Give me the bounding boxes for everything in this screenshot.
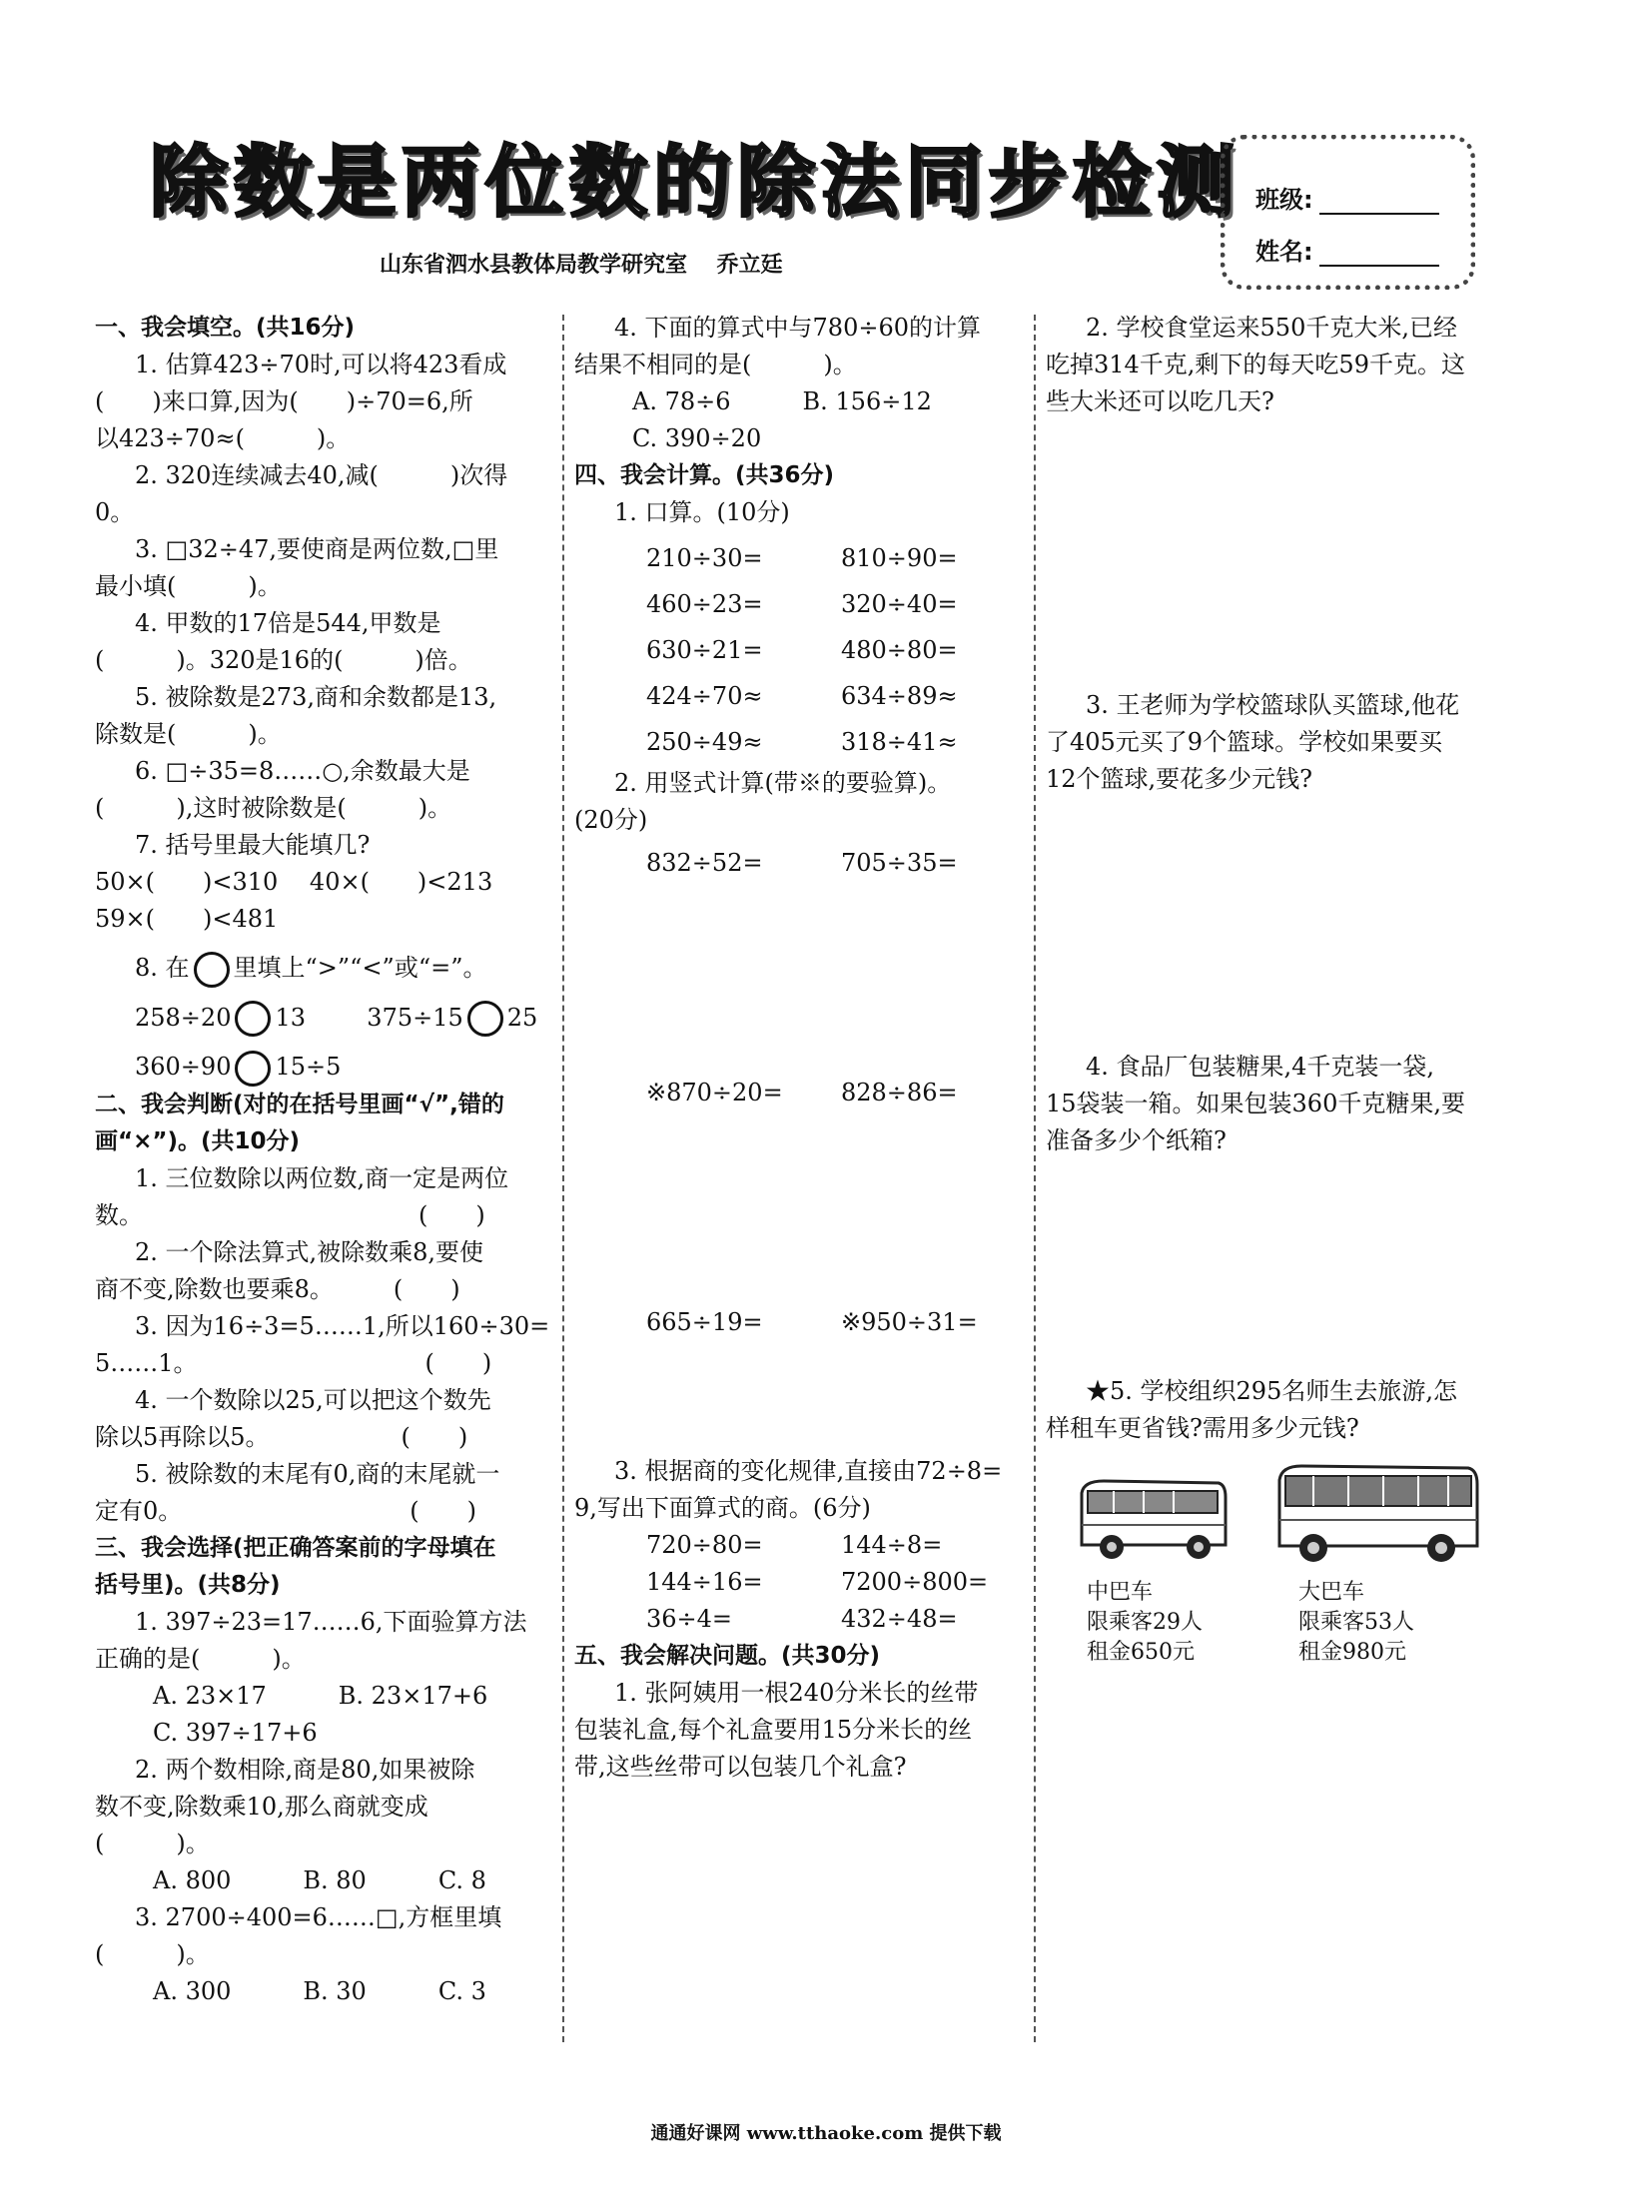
compare-circle[interactable] bbox=[235, 1001, 271, 1037]
expression: 320÷40= bbox=[841, 590, 958, 618]
student-info-box bbox=[1221, 135, 1475, 290]
question-line: 4. 下面的算式中与780÷60的计算 bbox=[614, 314, 981, 342]
oral-calc-row bbox=[646, 535, 1024, 581]
question-line: 最小填( )。 bbox=[95, 572, 282, 600]
compare-circle[interactable] bbox=[235, 1051, 271, 1087]
question-line: 五、我会解决问题。(共30分) bbox=[574, 1643, 881, 1669]
expression: 144÷8= bbox=[841, 1531, 943, 1559]
question-line: 5. 被除数是273,商和余数都是13, bbox=[135, 683, 497, 711]
question-line: 二、我会判断(对的在括号里画“√”,错的 bbox=[95, 1091, 504, 1117]
question-line: 1. 397÷23=17……6,下面验算方法 bbox=[135, 1607, 527, 1636]
question-line: A. 23×17 B. 23×17+6 bbox=[153, 1681, 488, 1710]
expression: 832÷52= bbox=[646, 849, 763, 877]
vertical-calc-row bbox=[646, 1304, 1024, 1341]
question-line: C. 390÷20 bbox=[632, 424, 762, 452]
expression: 424÷70≈ bbox=[646, 682, 763, 710]
expression: 634÷89≈ bbox=[841, 682, 958, 710]
question-line: 1. 三位数除以两位数,商一定是两位 bbox=[135, 1163, 509, 1192]
expression: ※870÷20= bbox=[646, 1079, 783, 1106]
question-line: 定有0。 ( ) bbox=[95, 1496, 476, 1525]
problem-4: 4. 食品厂包装糖果,4千克装一袋, 15袋装一箱。如果包装360千克糖果,要 准备多少个纸箱? bbox=[1046, 1053, 1465, 1154]
oral-calc-grid bbox=[574, 535, 1024, 765]
name-row bbox=[1255, 232, 1439, 267]
question-line: 三、我会选择(把正确答案前的字母填在 bbox=[95, 1534, 496, 1561]
q3-row bbox=[646, 1564, 1024, 1601]
question-line: 1. 口算。(10分) bbox=[614, 498, 790, 526]
section-solve-problems bbox=[574, 1638, 1024, 1786]
expression: 318÷41≈ bbox=[841, 728, 958, 756]
circle-icon bbox=[194, 952, 230, 988]
column-2 bbox=[574, 310, 1024, 1786]
q8-row-2: 360÷90 15÷5 bbox=[95, 1049, 549, 1087]
vertical-title: 2. 用竖式计算(带※的要验算)。 bbox=[614, 769, 952, 797]
question-line: 画“×”)。(共10分) bbox=[95, 1127, 301, 1154]
question-line: 数不变,除数乘10,那么商就变成 bbox=[95, 1792, 428, 1821]
question-line: ( ),这时被除数是( )。 bbox=[95, 794, 452, 822]
question-line: 7. 括号里最大能填几? bbox=[135, 831, 371, 859]
question-line: 一、我会填空。(共16分) bbox=[95, 315, 356, 341]
name-input-line[interactable] bbox=[1319, 265, 1439, 267]
bus-icon bbox=[1273, 1458, 1483, 1568]
question-line: A. 800 B. 80 C. 8 bbox=[153, 1865, 486, 1894]
expression: 630÷21= bbox=[646, 636, 763, 664]
question-line: A. 300 B. 30 C. 3 bbox=[153, 1976, 486, 2005]
footer-credit: 通通好课网 www.tthaoke.com 提供下载 bbox=[650, 2123, 1002, 2144]
expression: 144÷16= bbox=[646, 1568, 763, 1596]
question-line: 59×( )<481 bbox=[95, 905, 279, 933]
column-3 bbox=[1046, 310, 1505, 1447]
question-line: 以423÷70≈( )。 bbox=[95, 424, 351, 452]
minibus-image bbox=[1074, 1473, 1234, 1572]
section-fill-blanks bbox=[95, 310, 549, 938]
compare-circle[interactable] bbox=[467, 1001, 503, 1037]
question-line: 0。 bbox=[95, 498, 135, 526]
question-line: 1. 估算423÷70时,可以将423看成 bbox=[135, 351, 507, 378]
q8-row-1: 258÷20 13 375÷15 25 bbox=[95, 1000, 549, 1038]
problem-3: 3. 王老师为学校篮球队买篮球,他花 了405元买了9个篮球。学校如果要买 12个篮球,要花多少元钱? bbox=[1046, 691, 1460, 793]
question-line: A. 78÷6 B. 156÷12 bbox=[632, 387, 932, 415]
expression: 250÷49≈ bbox=[646, 728, 763, 756]
question-line: 3. □32÷47,要使商是两位数,□里 bbox=[135, 535, 499, 563]
expression: 480÷80= bbox=[841, 636, 958, 664]
expression: 460÷23= bbox=[646, 590, 763, 618]
column-divider-1 bbox=[562, 315, 564, 2042]
minibus-info: 中巴车 限乘客29人 租金650元 bbox=[1087, 1580, 1203, 1665]
author-line: 山东省泗水县教体局教学研究室 乔立廷 bbox=[380, 252, 783, 278]
vertical-calc-list bbox=[574, 845, 1024, 1341]
question-line: 带,这些丝带可以包装几个礼盒? bbox=[574, 1753, 907, 1781]
question-line: ( )。320是16的( )倍。 bbox=[95, 646, 472, 674]
question-line: 商不变,除数也要乘8。 ( ) bbox=[95, 1274, 460, 1303]
expression: 432÷48= bbox=[841, 1605, 958, 1633]
question-line: C. 397÷17+6 bbox=[153, 1718, 318, 1747]
question-line: 除数是( )。 bbox=[95, 720, 282, 748]
oral-calc-row bbox=[646, 581, 1024, 627]
question-line: 2. 一个除法算式,被除数乘8,要使 bbox=[135, 1237, 484, 1266]
question-line: 5. 被除数的末尾有0,商的末尾就一 bbox=[135, 1459, 500, 1488]
expression: 720÷80= bbox=[646, 1531, 763, 1559]
coach-bus-image bbox=[1273, 1458, 1483, 1572]
question-line: ( )。 bbox=[95, 1939, 210, 1968]
oral-calc-row bbox=[646, 719, 1024, 765]
question-line: 4. 甲数的17倍是544,甲数是 bbox=[135, 609, 441, 637]
class-input-line[interactable] bbox=[1319, 213, 1439, 215]
q3-grid bbox=[574, 1527, 1024, 1638]
question-line: 除以5再除以5。 ( ) bbox=[95, 1422, 468, 1451]
question-line: 2. 两个数相除,商是80,如果被除 bbox=[135, 1755, 475, 1784]
expression: 665÷19= bbox=[646, 1308, 763, 1336]
question-line: 3. 2700÷400=6……□,方框里填 bbox=[135, 1902, 502, 1931]
question-line: 50×( )<310 40×( )<213 bbox=[95, 868, 493, 896]
question-line: 结果不相同的是( )。 bbox=[574, 351, 857, 378]
problem-5: ★5. 学校组织295名师生去旅游,怎 样租车更省钱?需用多少元钱? bbox=[1046, 1377, 1457, 1442]
q8-prompt: 8. 在 里填上“>”“<”或“=”。 bbox=[95, 950, 549, 988]
question-line: 包装礼盒,每个礼盒要用15分米长的丝 bbox=[574, 1716, 973, 1744]
class-label: 班级: bbox=[1255, 186, 1313, 214]
coach-bus-info: 大巴车 限乘客53人 租金980元 bbox=[1298, 1580, 1414, 1665]
expression: 7200÷800= bbox=[841, 1568, 989, 1596]
minibus-icon bbox=[1074, 1473, 1234, 1568]
question-line: 6. □÷35=8……○,余数最大是 bbox=[135, 757, 470, 785]
name-label: 姓名: bbox=[1255, 238, 1313, 266]
question-line: 1. 张阿姨用一根240分米长的丝带 bbox=[614, 1679, 979, 1707]
expression: ※950÷31= bbox=[841, 1308, 978, 1336]
q3-title-2: 9,写出下面算式的商。(6分) bbox=[574, 1494, 871, 1522]
expression: 36÷4= bbox=[646, 1605, 733, 1633]
section-calc-head bbox=[574, 310, 1024, 531]
oral-calc-row bbox=[646, 627, 1024, 673]
problem-2: 2. 学校食堂运来550千克大米,已经 吃掉314千克,剩下的每天吃59千克。这 些大米还可以吃几天? bbox=[1046, 314, 1465, 415]
vertical-calc-row bbox=[646, 845, 1024, 882]
q3-row bbox=[646, 1601, 1024, 1638]
expression: 705÷35= bbox=[841, 849, 958, 877]
expression: 210÷30= bbox=[646, 544, 763, 572]
q3-title: 3. 根据商的变化规律,直接由72÷8= bbox=[614, 1457, 1003, 1485]
column-1 bbox=[95, 310, 549, 2010]
class-row bbox=[1255, 180, 1439, 215]
page-title: 除数是两位数的除法同步检测 bbox=[150, 138, 1241, 228]
question-line: ( )来口算,因为( )÷70=6,所 bbox=[95, 387, 473, 415]
question-line: 数。 ( ) bbox=[95, 1200, 485, 1229]
question-line: ( )。 bbox=[95, 1829, 210, 1857]
section-judge-and-choose bbox=[95, 1087, 549, 2010]
q3-row bbox=[646, 1527, 1024, 1564]
vertical-calc-row bbox=[646, 1075, 1024, 1111]
expression: 828÷86= bbox=[841, 1079, 958, 1106]
question-line: 2. 320连续减去40,减( )次得 bbox=[135, 461, 508, 489]
expression: 810÷90= bbox=[841, 544, 958, 572]
question-line: 5……1。 ( ) bbox=[95, 1348, 492, 1377]
question-line: 四、我会计算。(共36分) bbox=[574, 462, 835, 488]
vertical-title-2: (20分) bbox=[574, 806, 648, 834]
question-line: 3. 因为16÷3=5……1,所以160÷30= bbox=[135, 1311, 550, 1340]
question-line: 4. 一个数除以25,可以把这个数先 bbox=[135, 1385, 491, 1414]
oral-calc-row bbox=[646, 673, 1024, 719]
question-line: 括号里)。(共8分) bbox=[95, 1571, 281, 1598]
question-line: 正确的是( )。 bbox=[95, 1644, 306, 1673]
